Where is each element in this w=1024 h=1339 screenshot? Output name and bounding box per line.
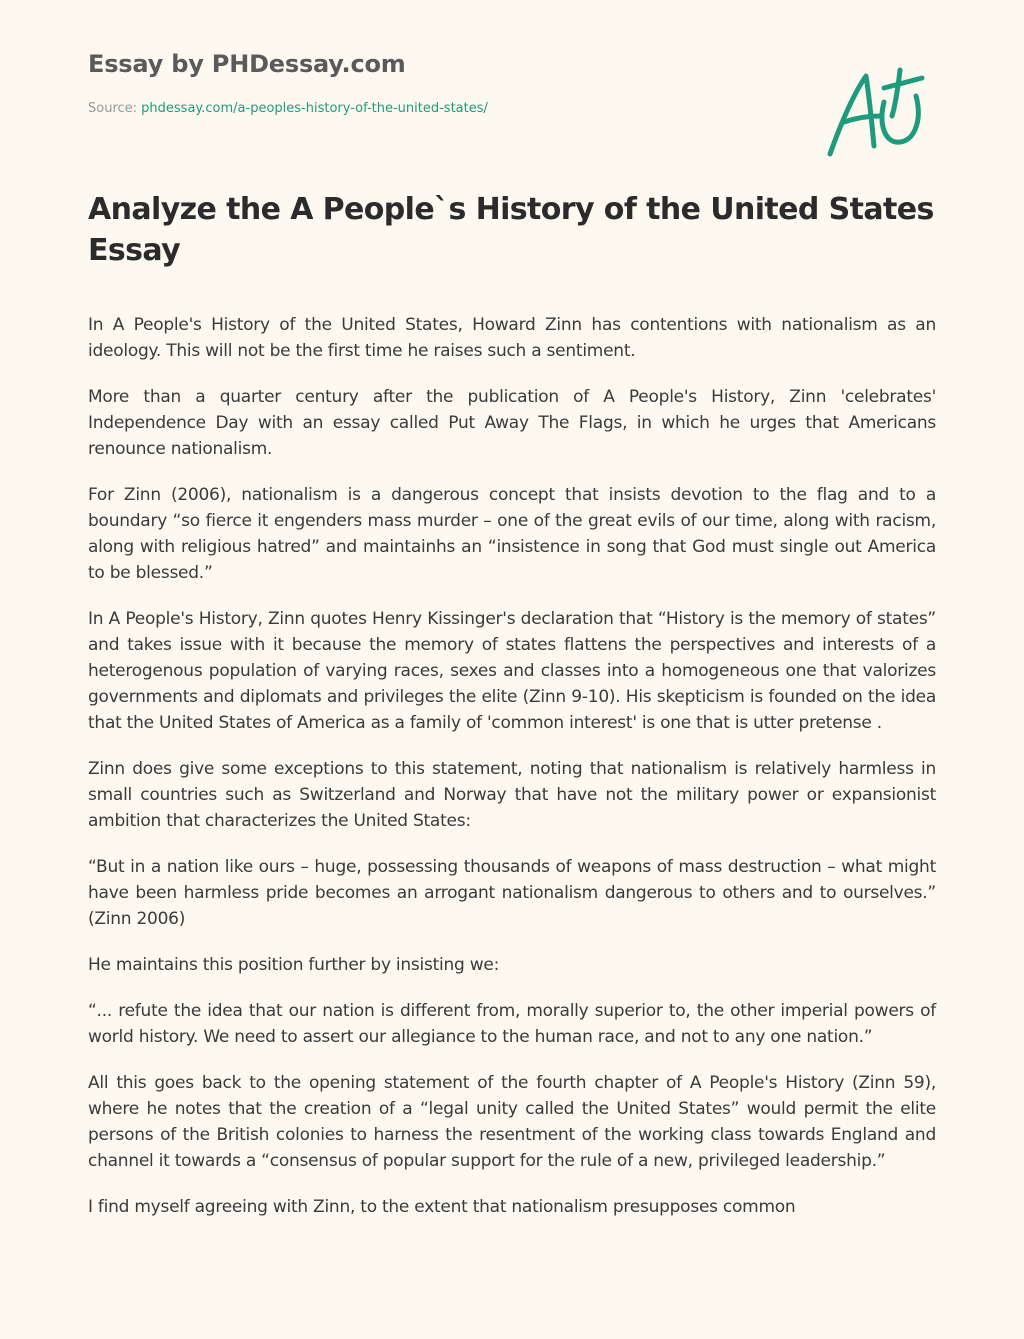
source-line xyxy=(88,101,488,116)
source-label: Source: xyxy=(88,101,142,116)
essay-paragraph: All this goes back to the opening statement of the fourth chapter of A People's History (Zinn 59), where he notes that the creation of a “legal unity called the United States” would permit the elite persons of the British colonies to harness the resentment of the working class towards England and channel it towards a “consensus of popular support for the rule of a new, privileged leadership.” xyxy=(88,1073,936,1171)
site-brand: Essay by PHDessay.com xyxy=(88,50,406,78)
essay-paragraph: In A People's History, Zinn quotes Henry Kissinger's declaration that “History is the memory of states” and takes issue with it because the memory of states flattens the perspectives and interests of a heterogenous population of varying races, sexes and classes into a homogeneous one that valorizes governments and diplomats and privileges the elite (Zinn 9-10). His skepticism is founded on the idea that the United States of America as a family of 'common interest' is one that is utter pretense . xyxy=(88,609,936,733)
essay-paragraph: More than a quarter century after the publication of A People's History, Zinn 'celebrates' Independence Day with an essay called Put Away The Flags, in which he urges that Americans renounce nationalism. xyxy=(88,387,936,459)
essay-title: Analyze the A People`s History of the United States Essay xyxy=(88,192,934,268)
essay-quote: “But in a nation like ours – huge, possessing thousands of weapons of mass destruction – what might have been harmless pride becomes an arrogant nationalism dangerous to others and to ourselves.” (Zinn 2006) xyxy=(88,857,936,929)
essay-quote: “... refute the idea that our nation is different from, morally superior to, the other imperial powers of world history. We need to assert our allegiance to the human race, and not to any one nation.” xyxy=(88,1001,936,1047)
essay-paragraph: I find myself agreeing with Zinn, to the extent that nationalism presupposes common xyxy=(88,1197,796,1217)
essay-paragraph: In A People's History of the United States, Howard Zinn has contentions with nationalism as an ideology. This will not be the first time he raises such a sentiment. xyxy=(88,315,936,361)
essay-paragraph: He maintains this position further by insisting we: xyxy=(88,955,500,975)
source-link[interactable]: phdessay.com/a-peoples-history-of-the-united-states/ xyxy=(141,101,488,116)
a-plus-grade-logo-icon xyxy=(822,66,926,158)
essay-paragraph: For Zinn (2006), nationalism is a dangerous concept that insists devotion to the flag and to a boundary “so fierce it engenders mass murder – one of the great evils of our time, along with racism, along with religious hatred” and maintainhs an “insistence in song that God must single out America to be blessed.” xyxy=(88,485,936,583)
essay-body xyxy=(88,312,936,1240)
essay-paragraph: Zinn does give some exceptions to this statement, noting that nationalism is relatively harmless in small countries such as Switzerland and Norway that have not the military power or expansionist ambition that characterizes the United States: xyxy=(88,759,936,831)
